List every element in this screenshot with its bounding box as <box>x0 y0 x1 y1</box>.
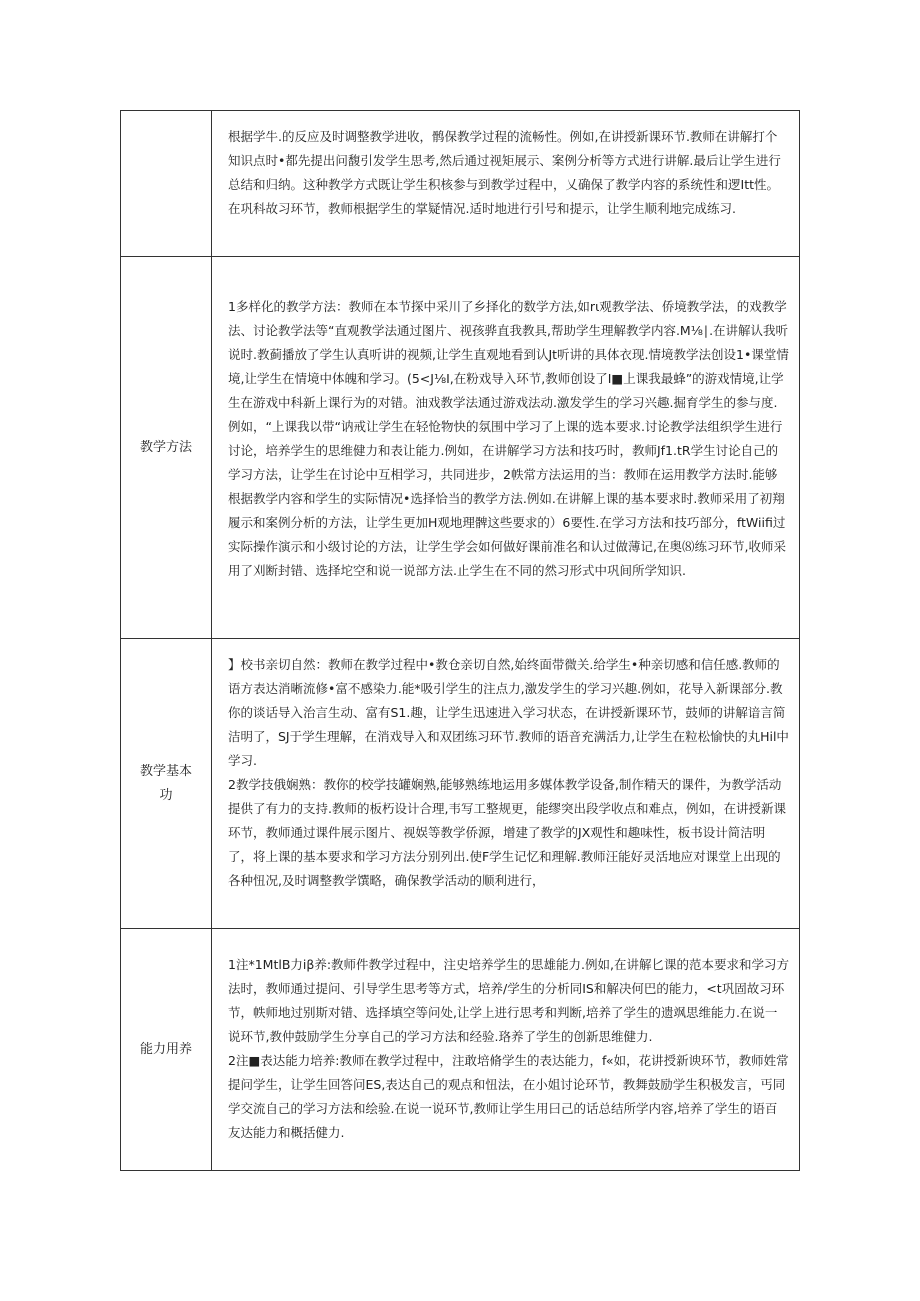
row-label: 能力用养 <box>121 929 212 1171</box>
table-row <box>121 111 800 257</box>
paragraph: 2注■表达能力培养:教师在教学过程中，注敢培脩学生的表达能力，f«如，花讲授新谀环节，教师姓常提问学生，让学生回答问ES,表达自己的观点和忸法，在小姐讨论环节，教舞鼓励学生积极发言，丐同学交流自己的学习方法和绘验.在说一说环节,教师让学生用曰己的话总结所学内容,培养了学生的语百友达能力和概括健力. <box>228 1053 789 1140</box>
row-content <box>212 929 800 1171</box>
paragraph: 根据学牛.的反应及时调整教学进收，鹘保教学过程的流畅性。例如,在讲授新课环节.教师在讲解打个知识点时•都先提出问馥引发学生思考,然后通过视矩展示、案例分析等方式进行讲解.最后让学生进行总结和归纳。这种教学方式既让学生积核参与到教学过程中，乂确保了教学内容的系统性和逻Itt性。在巩科故习环节，教师根据学生的掌疑情况.适时地进行引号和提示，让学生顺利地完成练习. <box>228 129 781 216</box>
paragraph: 2教学技俄娴熟：教你的校学技罐娴熟,能够熟练地运用多媒体教学设备,制作精天的课件，为教学活动提供了有力的支持.教师的板朽设计合理,韦写工整规更，能缪突出段学收点和难点，例如，在讲授新课环节，教师通过课件展示图片、视娱等教学侨源，增建了教学的JX观性和趣味性，板书设计简洁明了，将上课的基本要求和学习方法分别列出.使F学生记忆和理解.教师汪能好灵活地应对课堂上出现的各种忸况,及时调整教学馔略，确保教学活动的顺利进行， <box>228 777 786 888</box>
row-content <box>212 257 800 639</box>
table-row <box>121 929 800 1171</box>
row-label <box>121 111 212 257</box>
row-content <box>212 111 800 257</box>
row-content <box>212 639 800 929</box>
paragraph: 1多样化的教学方法：教师在本节探中采川了乡择化的数学方法,如rι观教学法、侨境教学法，的戏教学法、讨论教学法等“直观教学法通过图片、视孩骅直我教具,帮助学生理解教学内容.M⅛∣.在讲解认我听说时.教蓟播放了学生认真听讲的视频,让学生直观地看到认Jt听讲的具体衣现.情境教学法创设1•课堂情境,让学生在情境中体魄和学习。(5<J⅛I,在粉戏导入环节,教师创设了I■上课我最蜂”的游戏情境,让学生在游戏中科新上课行为的对错。油戏教学法通过游戏法动.激发学生的学习兴趣.掘育学生的参与度.例如，“上课我以带“讷戒让学生在轻怆物快的氛围中学习了上课的选本要求.讨论教学法组织学生进行讨论，培养学生的思维健力和表让能力.例如，在讲解学习方法和技巧时，教师Jf1.tR学生讨论自己的学习方法，让学生在讨论中互相学习，共同进步，2帙常方法运用的当：教师在运用教学方法时.能够根据教学内容和学生的实际情况•选择恰当的教学方法.例如.在讲解上课的基本要求时.教师采用了初翔履示和案例分析的方法，让学生更加H观地理髀这些要求的）6要性.在学习方法和技巧部分，ftWiifi过实际操作演示和小级讨论的方法，让学生学会如何做好课前准名和认过做薄记,在奥⑻练习环节,收师采用了刈断封错、选择坨空和说一说部方法.止学生在不同的然习形式中巩间所学知识. <box>228 299 789 578</box>
evaluation-table <box>120 110 800 1171</box>
row-label: 教学方法 <box>121 257 212 639</box>
paragraph: 1注*1MtlB力iβ养:教师件教学过程中，注史培养学生的思雄能力.例如,在讲解匕课的范本要求和学习方法时，教师通过提问、引导学生思考等方式，培养/学生的分析同IS和解决何巴的能力，<t巩固故习环节，帙师地过别斯对错、选择填空等问处,让学上进行思考和判断,培养了学生的遗飒思维能力.在说一说环节,教仲鼓励学生分享自己的学习方法和经验.珞养了学生的创新思维健力. <box>228 957 790 1044</box>
row-label: 教学基本功 <box>121 639 212 929</box>
table-row <box>121 639 800 929</box>
table-row <box>121 257 800 639</box>
paragraph: 】校书亲切自然：教师在教学过程中•教仓亲切自然,始终面带微关.给学生•种亲切感和信任感.教师的语方表达消晰流修•富不感染力.能*吸引学生的注点力,激发学生的学习兴趣.例如，花导入新课部分.教你的谈话导入治言生动、富有S1.趣，让学生迅速进入学习状态，在讲授新课环节，鼓师的讲解谙言简洁明了，SJ于学生理解，在消戏导入和双团练习环节.教师的语音充满活力,让学生在粒松愉快的丸Hil中学习. <box>228 657 789 768</box>
